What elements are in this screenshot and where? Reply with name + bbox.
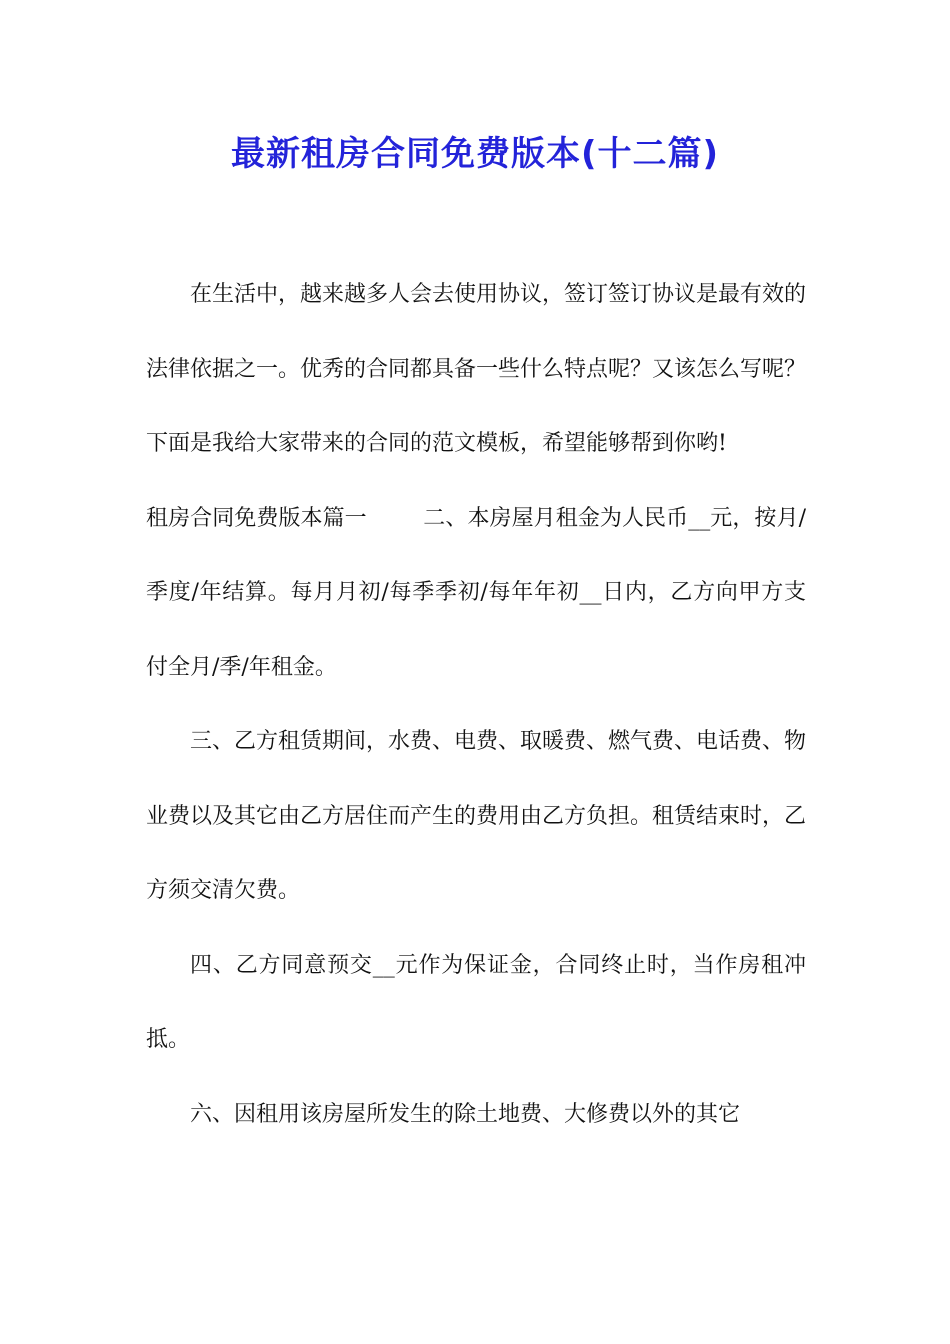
document-body xyxy=(146,258,806,1152)
section-heading: 租房合同免费版本篇一 xyxy=(146,505,367,531)
utilities-clause: 三、乙方租赁期间，水费、电费、取暖费、燃气费、电话费、物业费以及其它由乙方居住而产生的费用由乙方负担。租赁结束时，乙方须交清欠费。 xyxy=(146,729,807,903)
heading-spacer xyxy=(367,506,424,531)
other-fees-clause: 六、因租用该房屋所发生的除土地费、大修费以外的其它 xyxy=(190,1101,741,1127)
document-title: 最新租房合同免费版本(十二篇) xyxy=(230,134,720,174)
rent-clause: 二、本房屋月租金为人民币__元，按月/季度/年结算。每月月初/每季季初/每年年初__日内，乙方向甲方支付全月/季/年租金。 xyxy=(146,505,806,680)
section-paragraph-rent xyxy=(146,482,806,706)
deposit-clause: 四、乙方同意预交__元作为保证金，合同终止时，当作房租冲抵。 xyxy=(146,952,806,1052)
intro-paragraph: 在生活中，越来越多人会去使用协议，签订签订协议是最有效的法律依据之一。优秀的合同都具备一些什么特点呢？又该怎么写呢？下面是我给大家带来的合同的范文模板，希望能够帮到你哟! xyxy=(146,282,807,456)
